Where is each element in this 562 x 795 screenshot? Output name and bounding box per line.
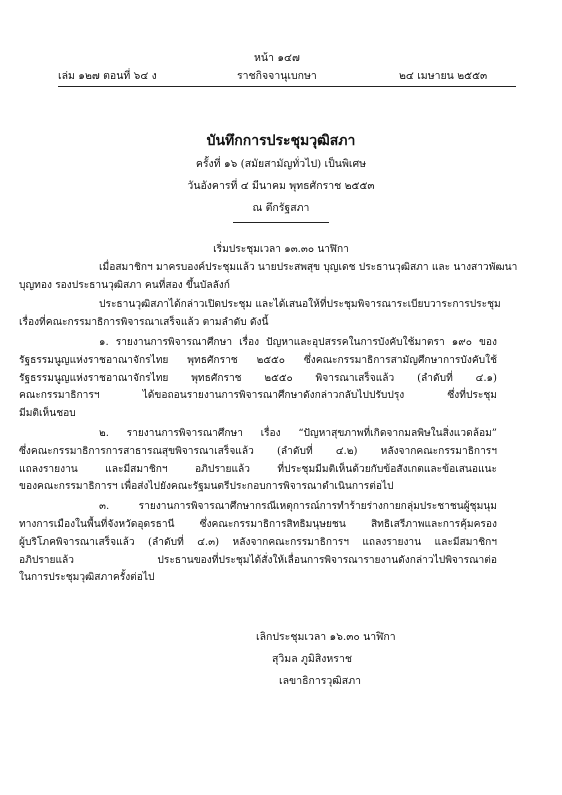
opening-time: เริ่มประชุมเวลา ๑๓.๓๐ นาฬิกา <box>213 244 349 255</box>
header-page-number: หน้า ๑๔๗ <box>254 52 300 64</box>
title-divider <box>233 222 329 223</box>
header-publication: ราชกิจจานุเบกษา <box>237 70 317 82</box>
closing-time: เลิกประชุมเวลา ๑๖.๓๐ นาฬิกา <box>256 631 396 643</box>
header-volume-issue: เล่ม ๑๒๗ ตอนที่ ๖๔ ง <box>58 70 157 82</box>
session-line: ครั้งที่ ๑๖ (สมัยสามัญทั่วไป) เป็นพิเศษ <box>195 158 367 170</box>
meeting-date: วันอังคารที่ ๔ มีนาคม พุทธศักราช ๒๕๕๓ <box>187 180 375 192</box>
paragraph-opening: ประธานวุฒิสภาได้กล่าวเปิดประชุม และได้เสนอให้ที่ประชุมพิจารณาระเบียบวาระการประชุม เรื่องที่คณะกรรมาธิการพิจารณาเสร็จแล้ว ตามลำดับ ดังนี้ <box>19 299 501 329</box>
venue: ณ ตึกรัฐสภา <box>252 202 310 214</box>
agenda-item-3: ๓. รายงานการพิจารณาศึกษากรณีเหตุการณ์การทำร้ายร่างกายกลุ่มประชาชนผู้ชุมนุม ทางการเมืองในพื้นที่จังหวัดอุดรธานี ซึ่งคณะกรรมาธิการสิทธิมนุษยชน สิทธิเสรีภาพและการคุ้มครอง ผู้บริโภคพิจารณาเสร็จแล้ว (ลำดับที่ ๔.๓) หลังจากคณะกรรมาธิการฯ แถลงรายงาน และมีสมาชิกฯ อภิปรายแล้ว ประธานของที่ประชุมได้สั่งให้เลื่อนการพิจารณารายงานดังกล่าวไปพิจารณาต่อ ในการประชุมวุฒิสภาครั้งต่อไป <box>19 501 497 584</box>
signatory-name: สุวิมล ภูมิสิงหราช <box>272 653 352 665</box>
agenda-item-2: ๒. รายงานการพิจารณาศึกษา เรื่อง “ปัญหาสุขภาพที่เกิดจากมลพิษในสิ่งแวดล้อม” ซึ่งคณะกรรมาธิการการสาธารณสุขพิจารณาเสร็จแล้ว (ลำดับที่ ๔.๒) หลังจากคณะกรรมาธิการฯ แถลงรายงาน และมีสมาชิกฯ อภิปรายแล้ว ที่ประชุมมีมติเห็นด้วยกับข้อสังเกตและข้อเสนอแนะ ของคณะกรรมาธิการฯ เพื่อส่งไปยังคณะรัฐมนตรีประกอบการพิจารณาดำเนินการต่อไป <box>19 427 497 493</box>
paragraph-attendance: เมื่อสมาชิกฯ มาครบองค์ประชุมแล้ว นายประสพสุข บุญเดช ประธานวุฒิสภา และ นางสาวพัฒนา บุญทอง รองประธานวุฒิสภา คนที่สอง ขึ้นบัลลังก์ <box>19 261 518 291</box>
header-rule <box>58 86 516 87</box>
agenda-item-1: ๑. รายงานการพิจารณาศึกษา เรื่อง ปัญหาและอุปสรรคในการบังคับใช้มาตรา ๑๙๐ ของ รัฐธรรมนูญแห่งราชอาณาจักรไทย พุทธศักราช ๒๕๕๐ ซึ่งคณะกรรมาธิการสามัญศึกษาการบังคับใช้ รัฐธรรมนูญแห่งราชอาณาจักรไทย พุทธศักราช ๒๕๕๐ พิจารณาเสร็จแล้ว (ลำดับที่ ๔.๑) คณะกรรมาธิการฯ ได้ขอถอนรายงานการพิจารณาศึกษาดังกล่าวกลับไปปรับปรุง ซึ่งที่ประชุม มีมติเห็นชอบ <box>19 336 497 420</box>
page-title: บันทึกการประชุมวุฒิสภา <box>206 133 356 149</box>
signatory-position: เลขาธิการวุฒิสภา <box>279 675 362 687</box>
header-date: ๒๔ เมษายน ๒๕๕๓ <box>399 70 488 82</box>
minutes-body <box>19 241 518 587</box>
